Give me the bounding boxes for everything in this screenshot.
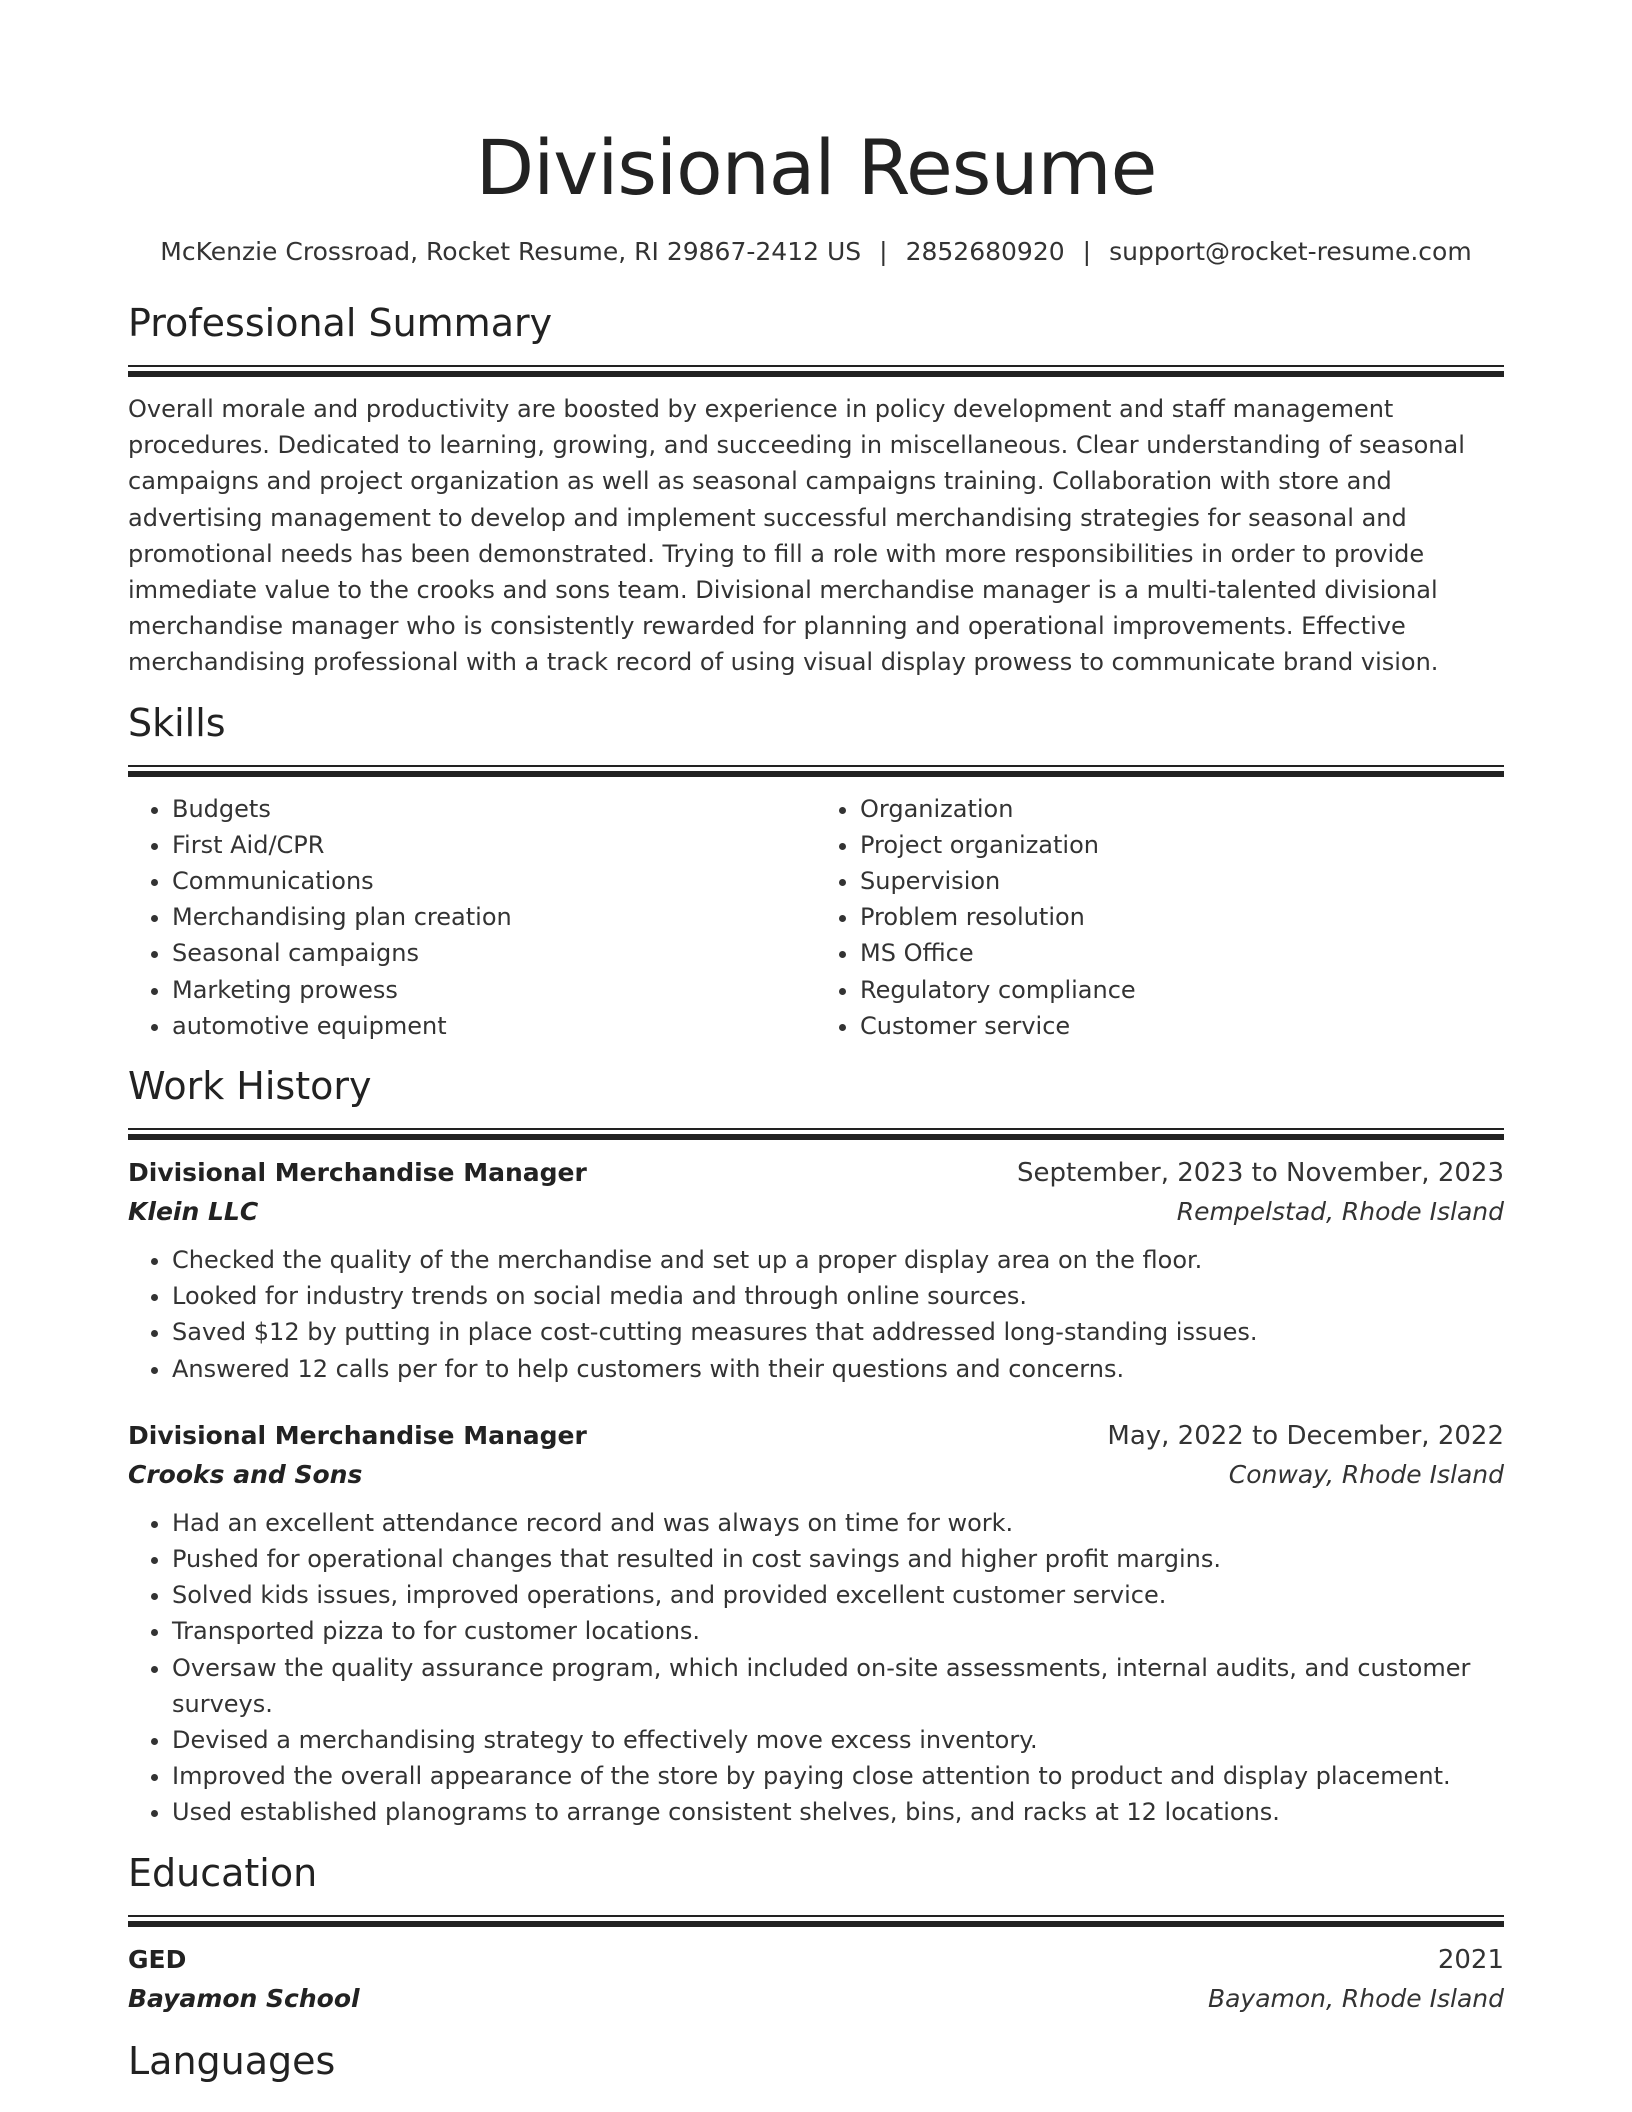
skill-item: • MS Office [860, 935, 1504, 971]
skill-item: • First Aid/CPR [172, 827, 816, 863]
skill-item: • Seasonal campaigns [172, 935, 816, 971]
summary-section [128, 301, 1504, 681]
summary-heading: Professional Summary [128, 301, 553, 345]
summary-text: Overall morale and productivity are boosted by experience in policy development and staff management procedures. Dedicated to learning, growing, and succeeding in miscellaneous. Clear understanding of seasonal campaigns and project organization as well as seasonal campaigns training. Collaboration with store and advertising management to develop and implement successful merchandising strategies for seasonal and promotional needs has been demonstrated. Trying to fill a role with more responsibilities in order to provide immediate value to the crooks and sons team. Divisional merchandise manager is a multi-talented divisional merchandise manager who is consistently rewarded for planning and operational improvements. Effective merchandising professional with a track record of using visual display prowess to communicate brand vision. [128, 395, 1465, 677]
contact-separator: | [879, 237, 888, 266]
skills-list-left [128, 791, 816, 1044]
skill-item: • Marketing prowess [172, 972, 816, 1008]
job-title: Divisional Merchandise Manager [128, 1420, 587, 1450]
skill-item: • Project organization [860, 827, 1504, 863]
job-entry [128, 1417, 1504, 1831]
resume-title: Divisional Resume [475, 123, 1157, 212]
contact-address: McKenzie Crossroad, Rocket Resume, RI 29867-2412 US [160, 237, 862, 266]
job-location: Conway, Rhode Island [1228, 1459, 1504, 1489]
education-location: Bayamon, Rhode Island [1207, 1983, 1504, 2013]
education-school: Bayamon School [128, 1983, 360, 2013]
skill-item: • Merchandising plan creation [172, 899, 816, 935]
skill-item: • Communications [172, 863, 816, 899]
job-bullet: • Pushed for operational changes that resulted in cost savings and higher profit margins. [172, 1541, 1504, 1577]
skill-item: • Budgets [172, 791, 816, 827]
job-bullet: • Devised a merchandising strategy to effectively move excess inventory. [172, 1722, 1504, 1758]
section-divider [128, 365, 1504, 377]
skill-item: • Organization [860, 791, 1504, 827]
skill-item: • Customer service [860, 1008, 1504, 1044]
contact-email: support@rocket-resume.com [1109, 237, 1472, 266]
contact-line [128, 237, 1504, 267]
job-title: Divisional Merchandise Manager [128, 1158, 587, 1188]
skills-section [128, 701, 1504, 1044]
education-year: 2021 [1437, 1944, 1504, 1975]
section-divider [128, 765, 1504, 777]
contact-phone: 2852680920 [905, 237, 1065, 266]
job-bullet: • Answered 12 calls per for to help customers with their questions and concerns. [172, 1351, 1504, 1387]
job-bullet: • Looked for industry trends on social media and through online sources. [172, 1278, 1504, 1314]
job-bullet: • Saved $12 by putting in place cost-cutting measures that addressed long-standing issues. [172, 1314, 1504, 1350]
job-bullet: • Had an excellent attendance record and was always on time for work. [172, 1505, 1504, 1541]
section-divider [128, 1915, 1504, 1927]
job-company: Crooks and Sons [128, 1459, 363, 1489]
work-heading: Work History [128, 1064, 372, 1109]
job-location: Rempelstad, Rhode Island [1176, 1197, 1504, 1227]
job-company: Klein LLC [128, 1197, 259, 1227]
job-bullets [128, 1505, 1504, 1831]
skill-item: • Problem resolution [860, 899, 1504, 935]
job-entry [128, 1154, 1504, 1387]
job-dates: May, 2022 to December, 2022 [1107, 1420, 1504, 1451]
job-dates: September, 2023 to November, 2023 [1017, 1158, 1504, 1189]
job-bullets [128, 1242, 1504, 1387]
languages-section [128, 2039, 1504, 2083]
job-bullet: • Checked the quality of the merchandise and set up a proper display area on the floor. [172, 1242, 1504, 1278]
job-bullet: • Used established planograms to arrange consistent shelves, bins, and racks at 12 locations. [172, 1794, 1504, 1830]
education-heading: Education [128, 1850, 318, 1895]
job-bullet: • Improved the overall appearance of the store by paying close attention to product and display placement. [172, 1758, 1504, 1794]
education-entry [128, 1941, 1504, 2019]
resume-page [128, 0, 1504, 2083]
skill-item: • Regulatory compliance [860, 972, 1504, 1008]
job-bullet: • Solved kids issues, improved operations, and provided excellent customer service. [172, 1577, 1504, 1613]
skill-item: • Supervision [860, 863, 1504, 899]
contact-separator: | [1082, 237, 1092, 266]
skills-list-right [816, 791, 1504, 1044]
education-section [128, 1851, 1504, 2019]
skills-columns [128, 791, 1504, 1044]
skill-item: • automotive equipment [172, 1008, 816, 1044]
education-degree: GED [128, 1944, 187, 1974]
job-bullet: • Oversaw the quality assurance program, which included on-site assessments, internal audits, and customer surveys. [172, 1650, 1504, 1722]
section-divider [128, 1128, 1504, 1140]
skills-heading: Skills [128, 700, 226, 745]
work-section [128, 1064, 1504, 1831]
languages-heading: Languages [128, 2038, 336, 2083]
job-bullet: • Transported pizza to for customer locations. [172, 1613, 1504, 1649]
